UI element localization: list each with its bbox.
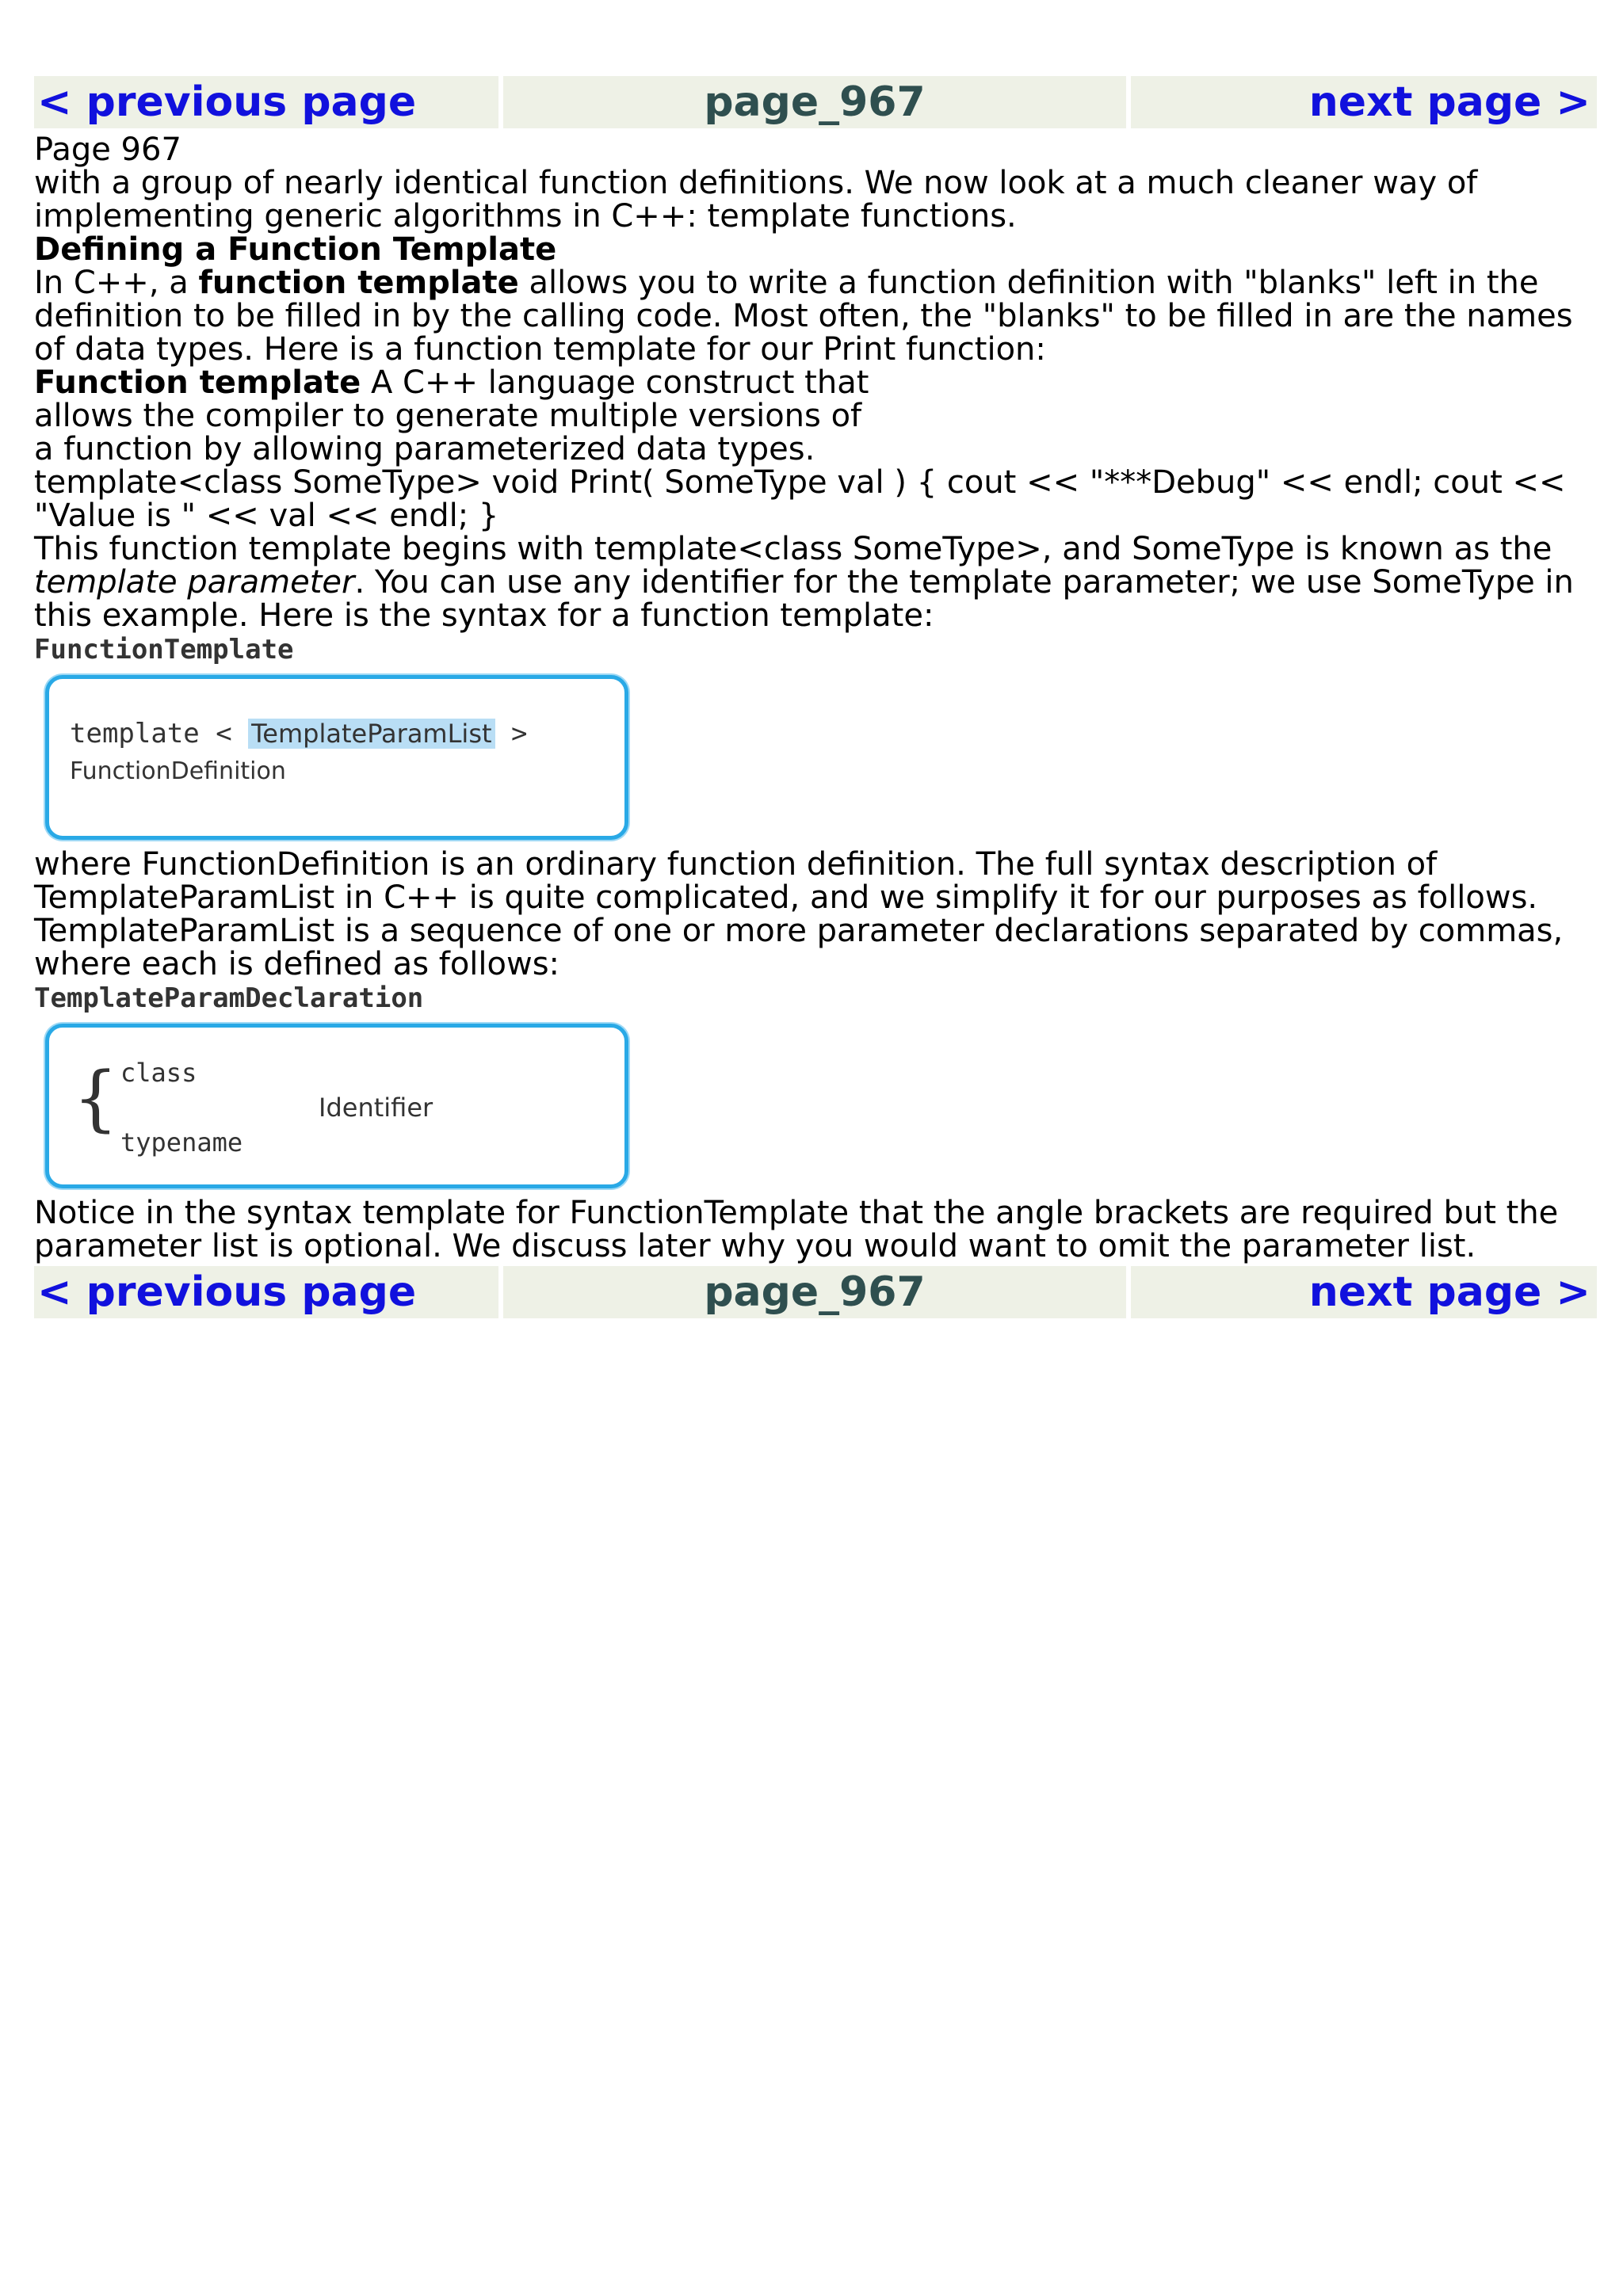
syntax-box-param-declaration bbox=[45, 1024, 628, 1188]
next-cell-bottom bbox=[1131, 1266, 1597, 1318]
previous-page-link[interactable]: < previous page bbox=[37, 78, 417, 126]
syntax-function-definition: FunctionDefinition bbox=[70, 757, 286, 785]
prev-cell bbox=[34, 76, 498, 128]
term-function-template: function template bbox=[198, 265, 519, 301]
paragraph-notice: Notice in the syntax template for FunctionTemplate that the angle brackets are required but the parameter list is optional. We discuss later why you would want to omit the parameter list. bbox=[34, 1195, 1559, 1264]
syntax-template-line bbox=[70, 717, 527, 750]
paragraph-param-list: where FunctionDefinition is an ordinary function definition. The full syntax description of TemplateParamList in C++ is quite complicated, and we simplify it for our purposes as follows. TemplateParamList is a sequence of one or more parameter declarations separated by commas, where each is defined as follows: bbox=[34, 846, 1564, 982]
page-number-bottom: page_967 bbox=[503, 1266, 1126, 1318]
identifier-label: Identifier bbox=[319, 1093, 433, 1123]
keyword-class: class bbox=[120, 1058, 197, 1088]
margin-definition bbox=[34, 366, 1597, 399]
term-template-parameter: template parameter bbox=[34, 564, 355, 601]
curly-brace-icon: { bbox=[73, 1057, 119, 1140]
page-label: Page 967 bbox=[34, 132, 181, 168]
previous-page-link-bottom[interactable]: < previous page bbox=[37, 1268, 417, 1316]
bottom-navigation bbox=[34, 1266, 1597, 1318]
keyword-typename: typename bbox=[120, 1127, 243, 1158]
next-page-link[interactable]: next page > bbox=[1308, 78, 1591, 126]
top-navigation bbox=[34, 76, 1597, 128]
next-page-link-bottom[interactable]: next page > bbox=[1308, 1268, 1591, 1316]
closing-angle: > bbox=[495, 718, 528, 749]
paragraph-definition bbox=[34, 266, 1597, 366]
syntax-box-function-template bbox=[45, 675, 628, 840]
paragraph-intro: with a group of nearly identical function definitions. We now look at a much cleaner way of implementing generic algorithms in C++: template functions. bbox=[34, 165, 1478, 235]
p2-start: In C++, a bbox=[34, 265, 199, 301]
definition-term: Function template bbox=[34, 364, 361, 401]
definition-line-2: allows the compiler to generate multiple versions of bbox=[34, 398, 862, 434]
paragraph-template-parameter bbox=[34, 532, 1597, 632]
template-param-list-highlight: TemplateParamList bbox=[248, 719, 495, 749]
page-number: page_967 bbox=[503, 76, 1126, 128]
definition-line-3: a function by allowing parameterized data types. bbox=[34, 431, 815, 467]
template-keyword: template < bbox=[70, 718, 249, 749]
p3-rest: . You can use any identifier for the template parameter; we use SomeType in this example. Here is the syntax for a function template: bbox=[34, 564, 1574, 634]
figure-caption-param-declaration: TemplateParamDeclaration bbox=[34, 982, 424, 1014]
code-sample: template<class SomeType> void Print( SomeType val ) { cout << "***Debug" << endl; cout << "Value is " << val << endl; } bbox=[34, 464, 1566, 534]
next-cell bbox=[1131, 76, 1597, 128]
definition-line-1: A C++ language construct that bbox=[361, 364, 869, 401]
figure-caption-function-template: FunctionTemplate bbox=[34, 634, 294, 666]
p3-start: This function template begins with template<class SomeType>, and SomeType is known as the bbox=[34, 531, 1552, 567]
prev-cell-bottom bbox=[34, 1266, 498, 1318]
section-heading: Defining a Function Template bbox=[34, 231, 557, 268]
page-content bbox=[34, 76, 1597, 1318]
p2-rest: allows you to write a function definition with "blanks" left in the definition to be filled in by the calling code. Most often, the "blanks" to be filled in are the names of data types. Here is a function template for our Print function: bbox=[34, 265, 1573, 368]
